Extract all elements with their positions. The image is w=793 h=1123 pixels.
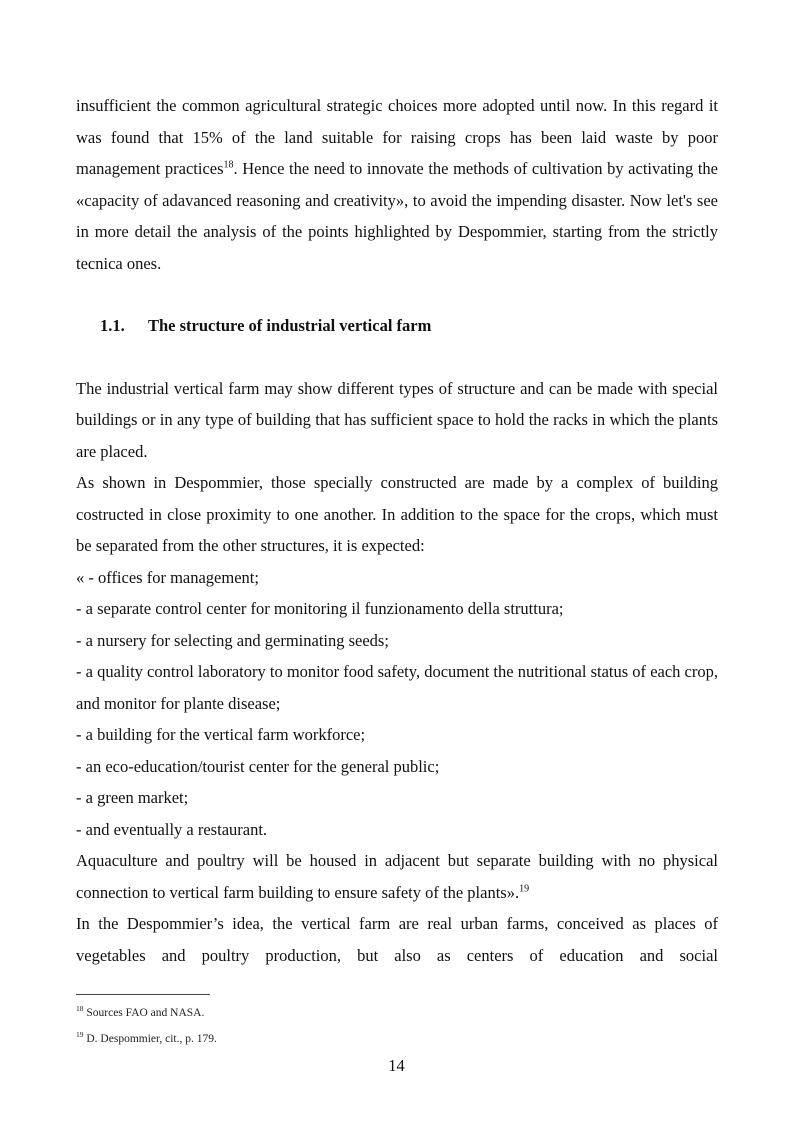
list-item: - an eco-education/tourist center for the general public; <box>76 756 440 776</box>
paragraph-3: Aquaculture and poultry will be housed in adjacent but separate building with no physical connection to vertical farm building to ensure safety of the plants».$^{19}$ <box>76 851 718 902</box>
list-item: « - offices for management; <box>76 567 259 587</box>
facility-list <box>76 562 718 846</box>
footnote-19: $^{19}$ D. Despommier, cit., p. 179. <box>76 1030 217 1045</box>
list-item: - a nursery for selecting and germinating seeds; <box>76 630 389 650</box>
page-number: 14 <box>388 1056 405 1075</box>
list-item: - a green market; <box>76 788 189 807</box>
intro-paragraph: insufficient the common agricultural strategic choices more adopted until now. In this regard it was found that 15% of the land suitable for raising crops has been laid waste by poor management practices$^{18}$. Hence the need to innovate the methods of cultivation by activating the «capacity of adavanced reasoning and creativity», to avoid the impending disaster. Now let's see in more detail the analysis of the points highlighted by Despommier, starting from the strictly tecnica ones. <box>76 96 718 273</box>
paragraph-2: As shown in Despommier, those specially constructed are made by a complex of building costructed in close proximity to one another. In addition to the space for the crops, which must be separated from the other structures, it is expected: <box>76 473 718 555</box>
footnote-divider <box>76 994 210 995</box>
footnote-ref-19[interactable]: 19 <box>519 883 530 894</box>
list-item: - a quality control laboratory to monitor food safety, document the nutritional status of each crop, and monitor for plante disease; <box>76 662 718 713</box>
paragraph-4: In the Despommier’s idea, the vertical farm are real urban farms, conceived as places of vegetables and poultry production, but also as centers of education and social <box>76 914 718 965</box>
section-heading <box>100 310 718 342</box>
section-title: The structure of industrial vertical farm <box>148 316 432 335</box>
page-body <box>76 90 718 971</box>
section-number: 1.1. <box>100 316 125 335</box>
list-item: - a separate control center for monitoring il funzionamento della struttura; <box>76 599 564 618</box>
list-item: - and eventually a restaurant. <box>76 819 268 839</box>
footnote-18: $^{18}$ Sources FAO and NASA. <box>76 1004 205 1019</box>
list-item: - a building for the vertical farm workforce; <box>76 725 366 744</box>
paragraph-1: The industrial vertical farm may show different types of structure and can be made with special buildings or in any type of building that has sufficient space to hold the racks in which the plants are placed. <box>76 378 718 461</box>
footnote-ref-18[interactable]: 18 <box>223 159 234 171</box>
